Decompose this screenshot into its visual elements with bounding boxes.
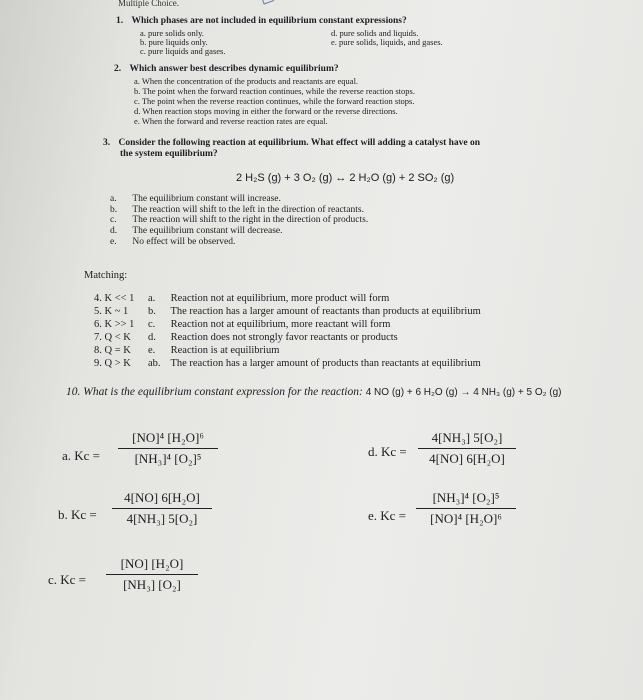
option-text: The equilibrium constant will decrease. — [132, 226, 283, 236]
q1-option-d[interactable]: d. pure solids and liquids. — [331, 28, 419, 38]
choice-text: The reaction has a larger amount of reactants than products at equilibrium — [170, 306, 481, 317]
answer-a-label[interactable]: a. Kc = — [62, 448, 101, 463]
matching-choice-d[interactable] — [148, 332, 398, 343]
q3-option-d[interactable] — [110, 226, 282, 236]
q1-option-c[interactable]: c. pure liquids and gases. — [140, 46, 226, 56]
denominator: 4[NO] 6[H₂O] — [429, 451, 505, 466]
fraction-bar — [106, 574, 198, 575]
question-text-line2: the system equilibrium? — [120, 149, 218, 159]
check-mark-icon — [261, 0, 274, 5]
q3-option-a[interactable] — [110, 194, 281, 204]
denominator: [NH₃] [O₂] — [123, 577, 181, 592]
matching-item-4: 4. K << 1 — [94, 293, 135, 304]
q1-option-a[interactable]: a. pure solids only. — [140, 28, 204, 38]
choice-letter: c. — [148, 319, 156, 330]
answer-e-fraction[interactable] — [416, 490, 516, 527]
q10-reaction: 4 NO (g) + 6 H₂O (g) → 4 NH₃ (g) + 5 O₂ (g) — [365, 387, 562, 398]
choice-text: The reaction has a larger amount of products than reactants at equilibrium — [170, 358, 481, 369]
answer-b-fraction[interactable] — [112, 490, 212, 527]
question-number: 1. — [116, 16, 124, 26]
q3-option-b[interactable] — [110, 205, 364, 215]
option-letter: c. — [110, 215, 117, 225]
option-letter: b. — [110, 205, 118, 215]
numerator: [NO] [H₂O] — [120, 556, 184, 571]
numerator: [NO]⁴ [H₂O]⁶ — [132, 430, 204, 445]
numerator: 4[NO] 6[H₂O] — [124, 490, 200, 505]
question-2 — [114, 64, 339, 74]
matching-choice-e[interactable] — [148, 345, 279, 356]
matching-choice-a[interactable] — [148, 293, 389, 304]
choice-letter: a. — [148, 293, 156, 304]
question-number: 3. — [103, 138, 111, 148]
question-3 — [103, 138, 480, 148]
choice-text: Reaction is at equilibrium — [170, 345, 280, 356]
matching-item-7: 7. Q < K — [94, 332, 131, 343]
matching-item-9: 9. Q > K — [94, 358, 131, 369]
question-text: Which phases are not included in equilibrium constant expressions? — [131, 16, 407, 26]
answer-c-label[interactable]: c. Kc = — [48, 572, 87, 587]
question-text-line1: Consider the following reaction at equilibrium. What effect will adding a catalyst have on — [118, 138, 481, 148]
answer-d-label[interactable]: d. Kc = — [368, 444, 407, 459]
q2-option-a[interactable]: a. When the concentration of the products and reactants are equal. — [134, 76, 359, 86]
fraction-bar — [112, 508, 212, 509]
denominator: [NO]⁴ [H₂O]⁶ — [430, 511, 502, 526]
question-number: 2. — [114, 64, 122, 74]
matching-choice-ab[interactable] — [148, 358, 481, 369]
question-10 — [66, 386, 562, 398]
question-1 — [116, 16, 407, 26]
question-text: Which answer best describes dynamic equilibrium? — [129, 64, 339, 74]
matching-item-5: 5. K ~ 1 — [94, 306, 129, 317]
fraction-bar — [418, 448, 516, 449]
matching-choice-c[interactable] — [148, 319, 390, 330]
q3-option-c[interactable] — [110, 215, 368, 225]
numerator: 4[NH₃] 5[O₂] — [431, 430, 503, 445]
fraction-bar — [416, 508, 516, 509]
answer-c-fraction[interactable] — [106, 556, 198, 593]
choice-letter: ab. — [148, 358, 161, 369]
q2-option-e[interactable]: e. When the forward and reverse reaction rates are equal. — [134, 116, 328, 126]
q2-option-d[interactable]: d. When reaction stops moving in either the forward or the reverse directions. — [134, 106, 398, 116]
numerator: [NH₃]⁴ [O₂]⁵ — [432, 490, 500, 505]
section-header: Multiple Choice. — [118, 0, 179, 8]
fraction-bar — [118, 448, 218, 449]
choice-letter: b. — [148, 306, 156, 317]
option-letter: a. — [110, 194, 117, 204]
choice-letter: e. — [148, 345, 156, 356]
answer-e-label[interactable]: e. Kc = — [368, 508, 407, 523]
answer-d-fraction[interactable] — [418, 430, 516, 467]
q3-option-e[interactable] — [110, 237, 235, 247]
question-text: 10. What is the equilibrium constant expression for the reaction: — [66, 386, 363, 398]
choice-text: Reaction does not strongly favor reactants or products — [170, 332, 398, 343]
denominator: 4[NH₃] 5[O₂] — [126, 511, 198, 526]
q3-reaction: 2 H₂S (g) + 3 O₂ (g) ↔ 2 H₂O (g) + 2 SO₂ (g) — [236, 172, 455, 184]
answer-b-label[interactable]: b. Kc = — [58, 507, 97, 522]
choice-text: Reaction not at equilibrium, more reactant will form — [170, 319, 391, 330]
q1-option-e[interactable]: e. pure solids, liquids, and gases. — [331, 37, 443, 47]
denominator: [NH₃]⁴ [O₂]⁵ — [134, 451, 202, 466]
option-letter: e. — [110, 237, 117, 247]
q2-option-c[interactable]: c. The point when the reverse reaction continues, while the forward reaction stops. — [134, 96, 415, 106]
matching-title: Matching: — [84, 270, 128, 281]
q1-option-b[interactable]: b. pure liquids only. — [140, 37, 208, 47]
option-letter: d. — [110, 226, 118, 236]
option-text: The equilibrium constant will increase. — [132, 194, 281, 204]
q2-option-b[interactable]: b. The point when the forward reaction continues, while the reverse reaction stops. — [134, 86, 415, 96]
option-text: No effect will be observed. — [132, 237, 236, 247]
matching-item-8: 8. Q = K — [94, 345, 131, 356]
choice-letter: d. — [148, 332, 156, 343]
matching-item-6: 6. K >> 1 — [94, 319, 135, 330]
matching-choice-b[interactable] — [148, 306, 481, 317]
choice-text: Reaction not at equilibrium, more product will form — [170, 293, 390, 304]
option-text: The reaction will shift to the left in the direction of reactants. — [132, 205, 364, 215]
answer-a-fraction[interactable] — [118, 430, 218, 467]
option-text: The reaction will shift to the right in the direction of products. — [132, 215, 369, 225]
